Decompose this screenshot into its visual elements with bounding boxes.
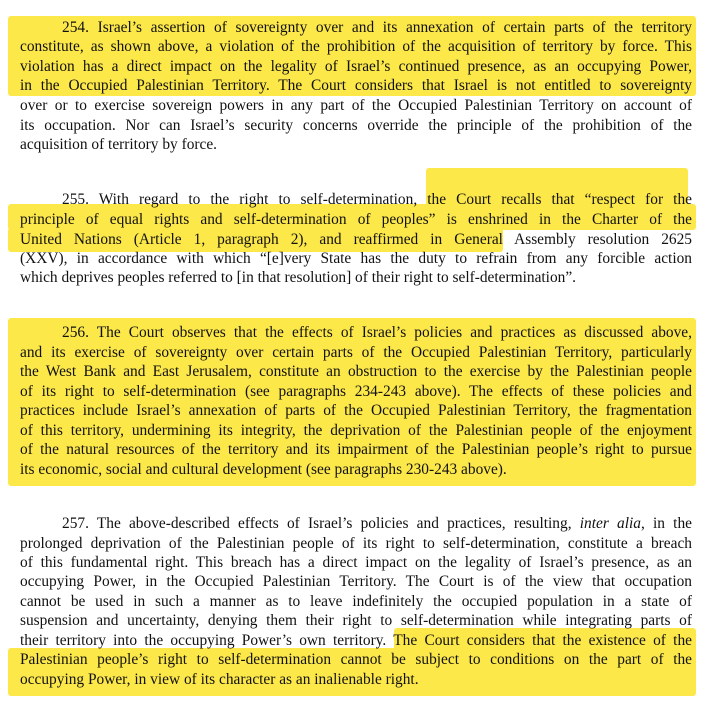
text-line: occupying Power, in view of its character as an inalienable right. [20,671,419,688]
text-line: suspension and uncertainty, denying them their right to self-determination while integrating parts of [20,612,692,629]
text-line: constitute, as shown above, a violation of the prohibition of the acquisition of territory by force. This [20,38,692,55]
text-line: of the natural resources of the territory and its impairment of the Palestinian people’s right to pursue [20,441,692,458]
text-line: prolonged deprivation of the Palestinian people of its right to self-determination, constitute a breach [20,535,692,552]
text-line: of this territory, undermining its integrity, the deprivation of the Palestinian people of the enjoyment [20,422,692,439]
text-line: its economic, social and cultural development (see paragraphs 230-243 above). [20,461,507,478]
text-line: Palestinian people’s right to self-determination cannot be subject to conditions on the part of the [20,651,692,668]
text-line: of its right to self-determination (see paragraphs 234-243 above). The effects of these policies and [20,383,692,400]
text-line: its occupation. Nor can Israel’s security concerns override the principle of the prohibition of the [20,117,692,134]
text-line: and its exercise of sovereignty over certain parts of the Occupied Palestinian Territory, particularly [20,344,692,361]
text-line: over or to exercise sovereign powers in any part of the Occupied Palestinian Territory on account of [20,97,692,114]
text-line: acquisition of territory by force. [20,136,218,153]
text-line: which deprives peoples referred to [in that resolution] of their right to self-determination”. [20,269,577,286]
text-segment: 257. The above-described effects of Israel’s policies and practices, resulting, [62,515,572,532]
text-line: of this fundamental right. This breach has a direct impact on the legality of Israel’s presence, as an [20,554,692,571]
text-line: practices include Israel’s annexation of parts of the Occupied Palestinian Territory, the fragmentation [20,402,692,419]
text-line: their territory into the occupying Power’s own territory. The Court considers that the existence of the [20,632,692,649]
text-line: United Nations (Article 1, paragraph 2), and reaffirmed in General Assembly resolution 2625 [20,231,692,248]
text-line: the West Bank and East Jerusalem, constitute an obstruction to the exercise by the Palestinian people [20,363,692,380]
text-line: occupying Power, in the Occupied Palestinian Territory. The Court is of the view that occupation [20,573,692,590]
text-line: violation has a direct impact on the legality of Israel’s continued presence, as an occupying Power, [20,58,692,75]
text-line: (XXV), in accordance with which “[e]very State has the duty to refrain from any forcible action [20,250,692,267]
text-line: in the Occupied Palestinian Territory. The Court considers that Israel is not entitled to sovereignty [20,77,692,94]
text-line: principle of equal rights and self-determination of peoples” is enshrined in the Charter of the [20,211,692,228]
text-segment: , in the [640,515,692,532]
text-line: 254. Israel’s assertion of sovereignty over and its annexation of certain parts of the territory [62,19,692,36]
text-line: 256. The Court observes that the effects of Israel’s policies and practices as discussed above, [62,324,692,341]
text-line [62,514,692,533]
text-line: 255. With regard to the right to self-determination, the Court recalls that “respect for the [62,191,692,208]
text-line: cannot be used in such a manner as to leave indefinitely the occupied population in a state of [20,593,692,610]
italic-phrase: inter alia [579,515,641,532]
